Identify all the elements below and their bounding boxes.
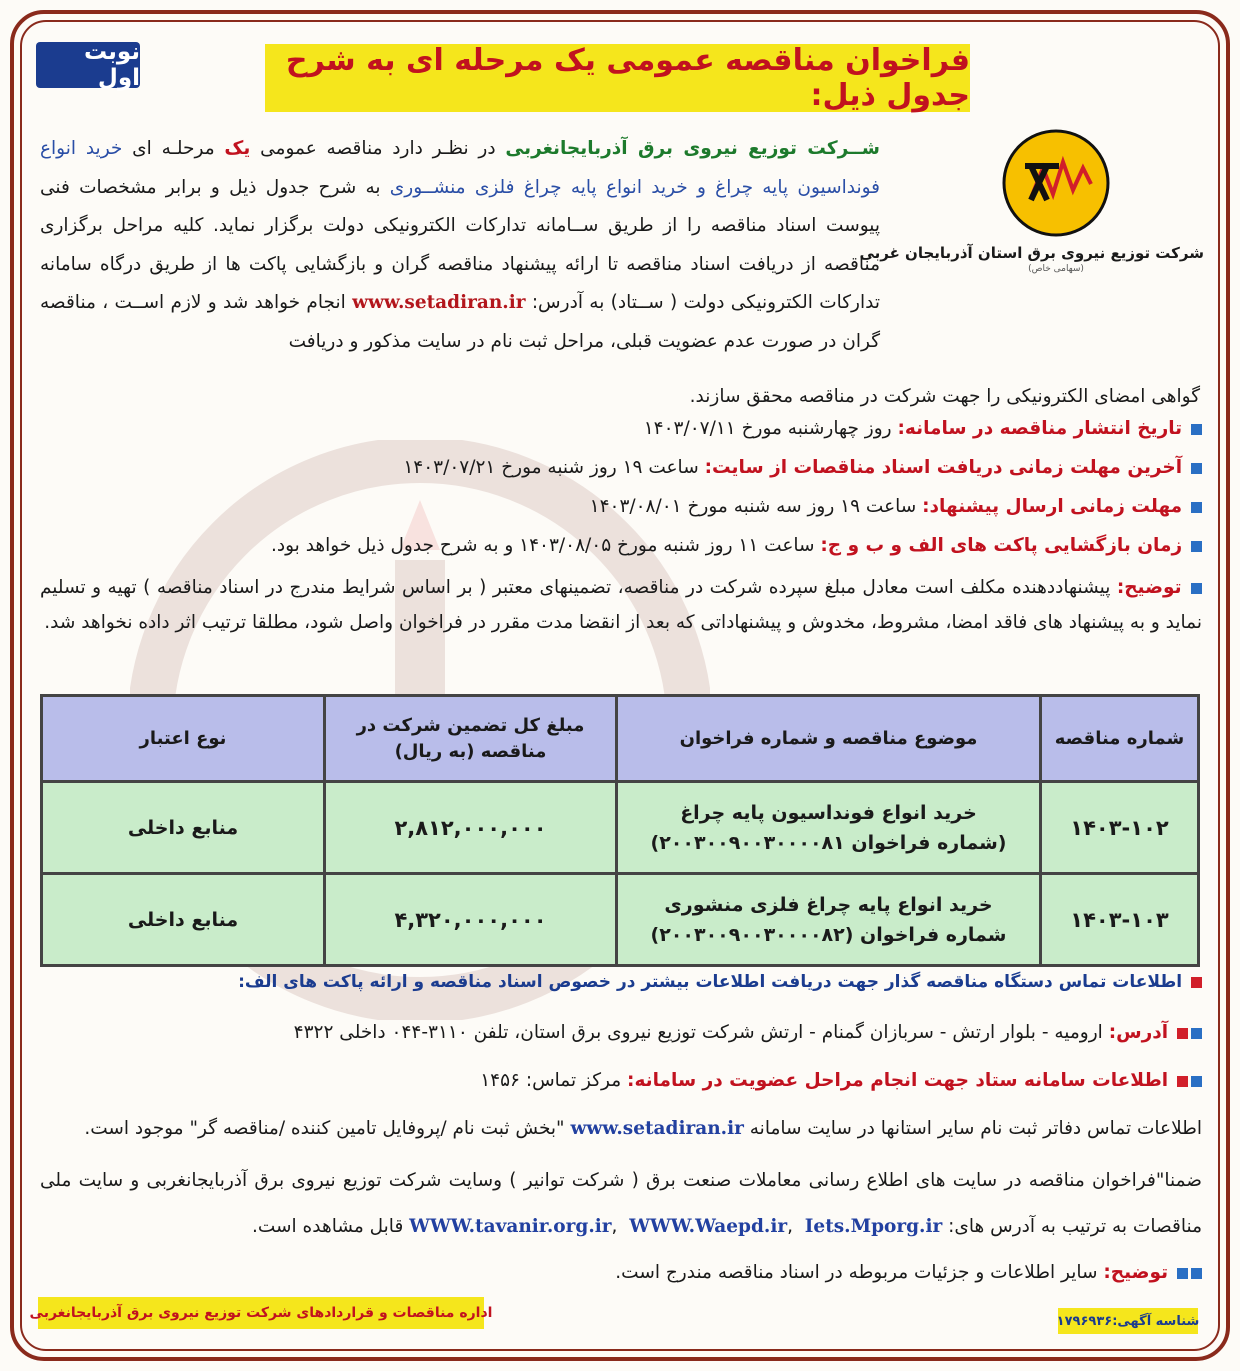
intro-tail: گواهی امضای الکترونیکی را جهت شرکت در مناقصه محقق سازند. — [689, 386, 1200, 407]
intro-items: خرید انواع فونداسیون پایه چراغ و خرید انواع پایه چراغ فلزی منشــوری — [40, 138, 880, 198]
tender-table — [40, 694, 1200, 967]
cell-number: ۱۴۰۳-۱۰۳ — [1041, 874, 1199, 966]
sites-paragraph: ضمنا"فراخوان مناقصه در سایت های اطلاع رسانی معاملات صنعت برق ( شرکت توانیر ) وسایت شرکت توزیع نیروی برق آذربایجانغربی و سایت ملی مناقصات به ترتیب به آدرس های: WWW.tavanir.org.ir, WWW.Waepd.ir, Iets.Mporg.ir قابل مشاهده است. — [40, 1170, 1202, 1237]
header-number: شماره مناقصه — [1041, 696, 1199, 782]
intro-text-3: به شرح جدول ذیل و برابر مشخصات فنی پیوست اسناد مناقصه را از طریق ســامانه تدارکات الکترونیکی دولت برگزار نماید. کلیه مراحل برگزاری مناقصه از دریافت اسناد مناقصه تا ارائه پیشنهاد مناقصه گران و بازگشایی پاکت ها از طریق درگاه سامانه تدارکات الکترونیکی دولت ( ســتاد) به آدرس: — [40, 176, 880, 313]
table-row — [42, 782, 1199, 874]
tavanir-link[interactable]: WWW.tavanir.org.ir — [409, 1216, 612, 1237]
title-banner — [265, 44, 970, 112]
company-logo — [859, 128, 1204, 308]
cell-credit: منابع داخلی — [42, 782, 325, 874]
electricity-logo-icon — [1001, 128, 1111, 238]
page-title: فراخوان مناقصه عمومی یک مرحله ای به شرح جدول ذیل: — [285, 43, 970, 113]
cell-number: ۱۴۰۳-۱۰۲ — [1041, 782, 1199, 874]
date-publish: تاریخ انتشار مناقصه در سامانه: روز چهارشنبه مورخ ۱۴۰۳/۰۷/۱۱ — [644, 418, 1202, 439]
table-header-row — [42, 696, 1199, 782]
intro-text-4: انجام خواهد شد و لازم اســت ، مناقصه گران در صورت عدم عضویت قبلی، مراحل ثبت نام در سایت مذکور و دریافت — [40, 292, 880, 352]
logo-caption: شرکت توزیع نیروی برق استان آذربایجان غربی — [859, 244, 1204, 262]
contact-heading: اطلاعات تماس دستگاه مناقصه گذار جهت دریافت اطلاعات بیشتر در خصوص اسناد مناقصه و ارائه پاکت های الف: — [238, 972, 1202, 992]
header-subject: موضوع مناقصه و شماره فراخوان — [617, 696, 1041, 782]
logo-sub: (سهامی خاص) — [1028, 264, 1084, 274]
intro-paragraph — [40, 130, 880, 361]
cell-amount: ۴,۳۲۰,۰۰۰,۰۰۰ — [325, 874, 617, 966]
contact-setad: اطلاعات سامانه ستاد جهت انجام مراحل عضویت در سامانه: مرکز تماس: ۱۴۵۶ — [480, 1070, 1202, 1091]
cell-amount: ۲,۸۱۲,۰۰۰,۰۰۰ — [325, 782, 617, 874]
table-row — [42, 874, 1199, 966]
intro-one: یک — [224, 138, 251, 159]
header-credit: نوع اعتبار — [42, 696, 325, 782]
footer-ad-id: شناسه آگهی:۱۷۹۶۹۳۶ — [1058, 1308, 1198, 1334]
round-badge: نوبت اول — [36, 42, 140, 88]
date-opening: زمان بازگشایی پاکت های الف و ب و ج: ساعت ۱۱ روز شنبه مورخ ۱۴۰۳/۰۸/۰۵ و به شرح جدول ذیل خواهد بود. — [271, 535, 1202, 556]
setad-link-2[interactable]: www.setadiran.ir — [570, 1118, 744, 1139]
note-other: توضیح: سایر اطلاعات و جزئیات مربوطه در اسناد مناقصه مندرج است. — [615, 1262, 1202, 1283]
cell-credit: منابع داخلی — [42, 874, 325, 966]
header-amount: مبلغ کل تضمین شرکت در مناقصه (به ریال) — [325, 696, 617, 782]
waepd-link[interactable]: WWW.Waepd.ir — [629, 1216, 788, 1237]
note-guarantee: توضیح: پیشنهاددهنده مکلف است معادل مبلغ سپرده شرکت در مناقصه، تضمینهای معتبر ( بر اساس شرایط مندرج در اسناد مناقصه ) تهیه و تسلیم نماید و به پیشنهاد های فاقد امضا، مشروط، مخدوش و پیشنهاداتی که بعد از انقضا مدت مقرر در فراخوان واصل شود، مطلقا ترتیب اثر داده نخواهد شد. — [40, 577, 1202, 633]
intro-text-2: مرحلـه ای — [122, 138, 225, 159]
cell-subject: خرید انواع پایه چراغ فلزی منشوری شماره فراخوان (۲۰۰۳۰۰۹۰۰۳۰۰۰۰۸۲) — [617, 874, 1041, 966]
registration-line: اطلاعات تماس دفاتر ثبت نام سایر استانها در سایت سامانه www.setadiran.ir "بخش ثبت نام /پروفایل تامین کننده /مناقصه گر" موجود است. — [84, 1118, 1202, 1139]
cell-subject: خرید انواع فونداسیون پایه چراغ (شماره فراخوان ۲۰۰۳۰۰۹۰۰۳۰۰۰۰۸۱) — [617, 782, 1041, 874]
mporg-link[interactable]: Iets.Mporg.ir — [804, 1216, 943, 1237]
footer-office: اداره مناقصات و قراردادهای شرکت توزیع نیروی برق آذربایجانغربی — [38, 1297, 484, 1329]
intro-text-1: در نظـر دارد مناقصه عمومی — [250, 138, 506, 159]
date-submit: مهلت زمانی ارسال پیشنهاد: ساعت ۱۹ روز سه شنبه مورخ ۱۴۰۳/۰۸/۰۱ — [590, 496, 1202, 517]
setad-link[interactable]: www.setadiran.ir — [352, 292, 526, 313]
date-doc-deadline: آخرین مهلت زمانی دریافت اسناد مناقصات از سایت: ساعت ۱۹ روز شنبه مورخ ۱۴۰۳/۰۷/۲۱ — [403, 457, 1202, 478]
contact-address: آدرس: ارومیه - بلوار ارتش - سربازان گمنام - ارتش شرکت توزیع نیروی برق استان، تلفن ۳۱۱۰-۰۴۴ داخلی ۴۳۲۲ — [294, 1022, 1202, 1043]
company-name: شــرکت توزیع نیروی برق آذربایجانغربی — [505, 138, 880, 159]
